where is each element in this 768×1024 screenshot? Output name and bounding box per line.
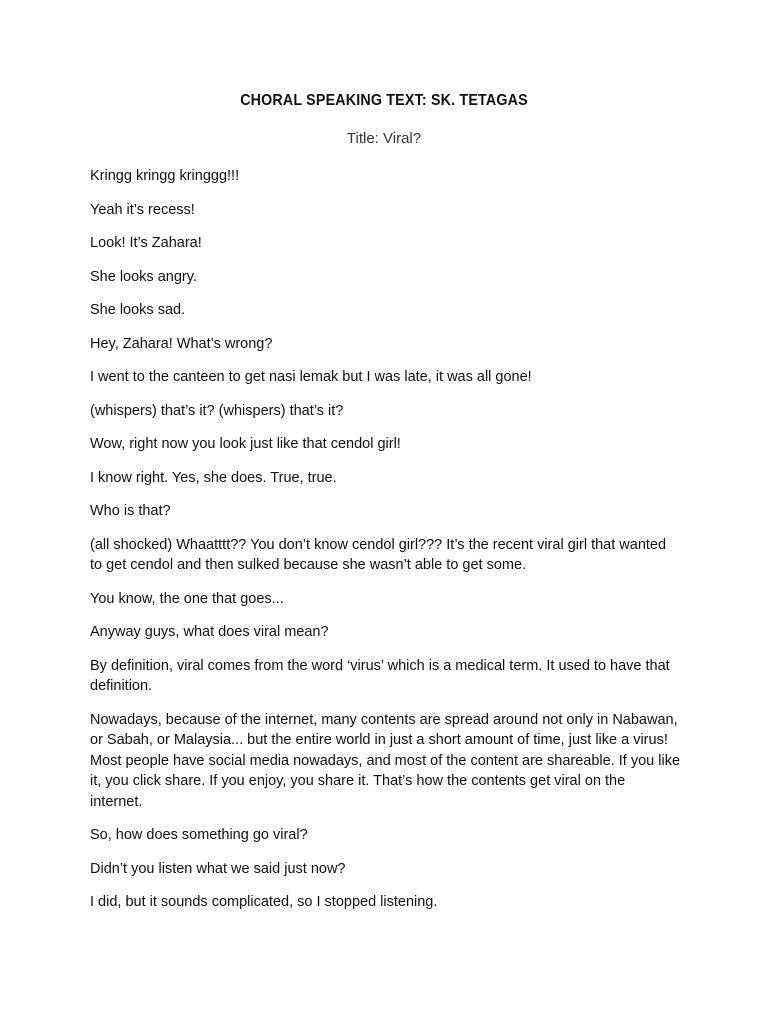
script-line: I did, but it sounds complicated, so I stopped listening. <box>90 894 438 910</box>
script-lines <box>90 166 680 926</box>
script-line: Nowadays, because of the internet, many contents are spread around not only in Nabawan, or Sabah, or Malaysia... but the entire world in just a short amount of time, just like a virus! Most people have social media nowadays, and most of the content are shareable. If you like it, you click share. If you enjoy, you share it. That’s how the contents get viral on the internet. <box>90 711 681 810</box>
script-line: So, how does something go viral? <box>90 827 308 843</box>
script-line: (whispers) that’s it? (whispers) that’s it? <box>90 402 344 419</box>
document-subtitle: Title: Viral? <box>346 130 422 147</box>
script-line: She looks angry. <box>90 268 197 285</box>
script-line: You know, the one that goes... <box>90 590 284 607</box>
document-title: CHORAL SPEAKING TEXT: SK. TETAGAS <box>240 92 528 109</box>
script-line: Anyway guys, what does viral mean? <box>90 624 329 640</box>
script-line: Hey, Zahara! What’s wrong? <box>90 335 273 352</box>
script-line: Didn’t you listen what we said just now? <box>90 860 346 877</box>
script-line: Kringg kringg kringgg!!! <box>90 168 240 184</box>
script-line: Yeah it’s recess! <box>90 201 195 218</box>
script-line: I went to the canteen to get nasi lemak but I was late, it was all gone! <box>90 369 532 385</box>
script-line: By definition, viral comes from the word ‘virus’ which is a medical term. It used to have that definition. <box>90 657 670 694</box>
script-line: (all shocked) Whaatttt?? You don’t know cendol girl??? It’s the recent viral girl that wanted to get cendol and then sulked because she wasn’t able to get some. <box>90 536 667 573</box>
script-line: Who is that? <box>90 503 171 519</box>
script-line: She looks sad. <box>90 302 186 318</box>
script-line: Look! It’s Zahara! <box>90 235 202 251</box>
script-line: Wow, right now you look just like that cendol girl! <box>90 436 401 452</box>
script-line: I know right. Yes, she does. True, true. <box>90 469 337 486</box>
